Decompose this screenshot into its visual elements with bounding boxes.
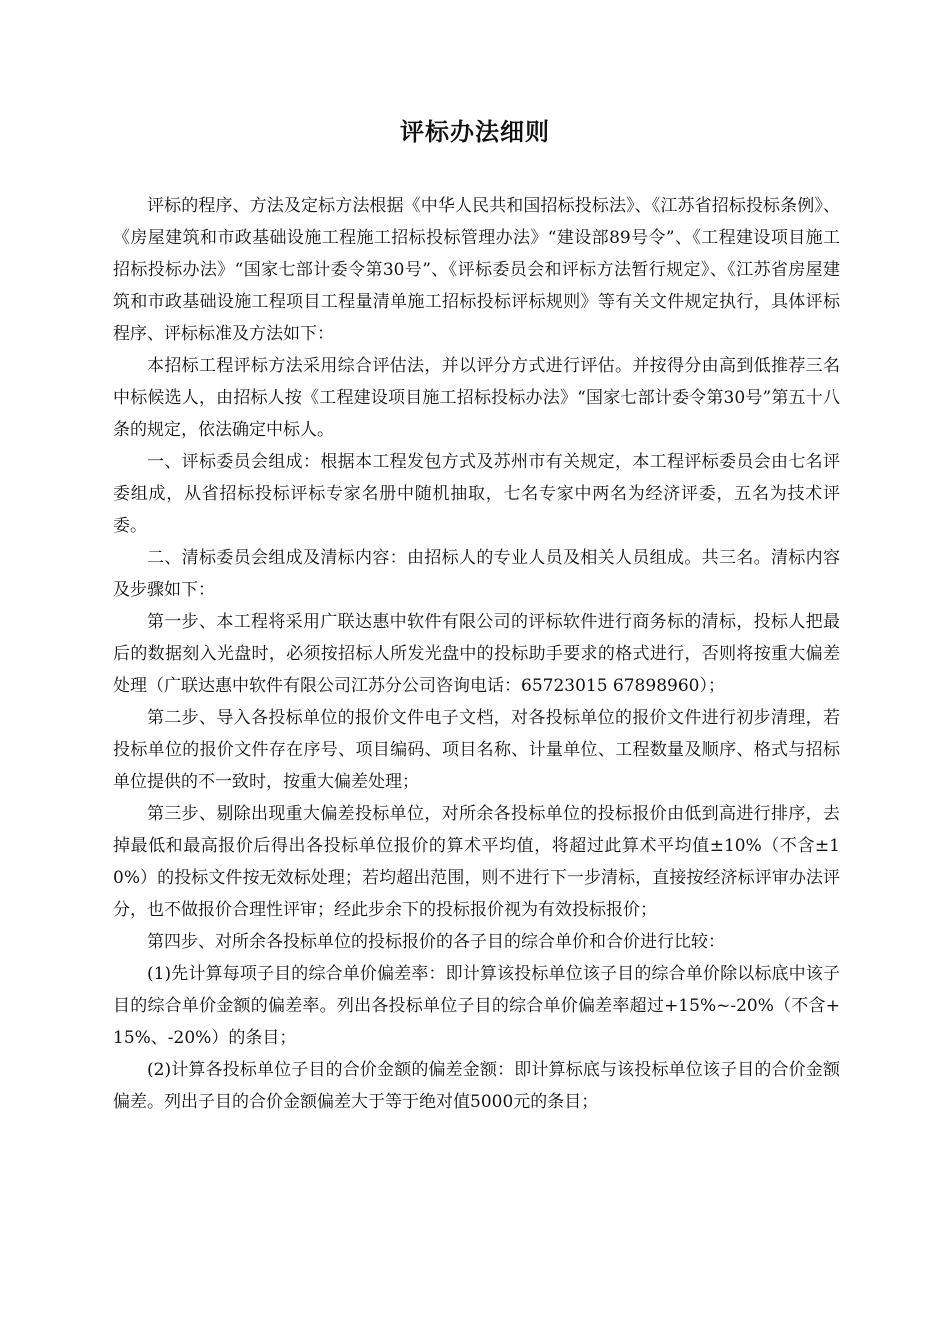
paragraph-step-4-item-1: (1)先计算每项子目的综合单价偏差率：即计算该投标单位该子目的综合单价除以标底中该子目的综合单价金额的偏差率。列出各投标单位子目的综合单价偏差率超过+15%~-20%（不含+15%、-20%）的条目；: [113, 964, 840, 1048]
document-title: 评标办法细则: [400, 118, 550, 146]
paragraph-clearing-committee: 二、清标委员会组成及清标内容：由招标人的专业人员及相关人员组成。共三名。清标内容及步骤如下：: [113, 548, 840, 600]
paragraph-method: 本招标工程评标方法采用综合评估法，并以评分方式进行评估。并按得分由高到低推荐三名中标候选人，由招标人按《工程建设项目施工招标投标办法》“国家七部计委令第30号”第五十八条的规定，依法确定中标人。: [113, 356, 840, 440]
paragraph-intro: 评标的程序、方法及定标方法根据《中华人民共和国招标投标法》、《江苏省招标投标条例》、《房屋建筑和市政基础设施工程施工招标投标管理办法》“建设部89号令”、《工程建设项目施工招标投标办法》“国家七部计委令第30号”、《评标委员会和评标方法暂行规定》、《江苏省房屋建筑和市政基础设施工程项目工程量清单施工招标投标评标规则》等有关文件规定执行，具体评标程序、评标标准及方法如下：: [113, 196, 840, 344]
paragraph-step-1: 第一步、本工程将采用广联达惠中软件有限公司的评标软件进行商务标的清标，投标人把最后的数据刻入光盘时，必须按招标人所发光盘中的投标助手要求的格式进行，否则将按重大偏差处理（广联达惠中软件有限公司江苏分公司咨询电话：65723015 67898960）；: [113, 612, 840, 696]
paragraph-step-4-item-2: (2)计算各投标单位子目的合价金额的偏差金额：即计算标底与该投标单位该子目的合价金额偏差。列出子目的合价金额偏差大于等于绝对值5000元的条目；: [113, 1060, 840, 1112]
paragraph-step-4: 第四步、对所余各投标单位的投标报价的各子目的综合单价和合价进行比较：: [147, 932, 725, 952]
document-body: [113, 190, 840, 1118]
paragraph-step-3: 第三步、剔除出现重大偏差投标单位，对所余各投标单位的投标报价由低到高进行排序，去掉最低和最高报价后得出各投标单位报价的算术平均值，将超过此算术平均值±10%（不含±10%）的投标文件按无效标处理；若均超出范围，则不进行下一步清标，直接按经济标评审办法评分，也不做报价合理性评审；经此步余下的投标报价视为有效投标报价；: [113, 804, 840, 920]
paragraph-committee: 一、评标委员会组成：根据本工程发包方式及苏州市有关规定，本工程评标委员会由七名评委组成，从省招标投标评标专家名册中随机抽取，七名专家中两名为经济评委，五名为技术评委。: [113, 452, 840, 536]
paragraph-step-2: 第二步、导入各投标单位的报价文件电子文档，对各投标单位的报价文件进行初步清理，若投标单位的报价文件存在序号、项目编码、项目名称、计量单位、工程数量及顺序、格式与招标单位提供的不一致时，按重大偏差处理；: [113, 708, 840, 792]
